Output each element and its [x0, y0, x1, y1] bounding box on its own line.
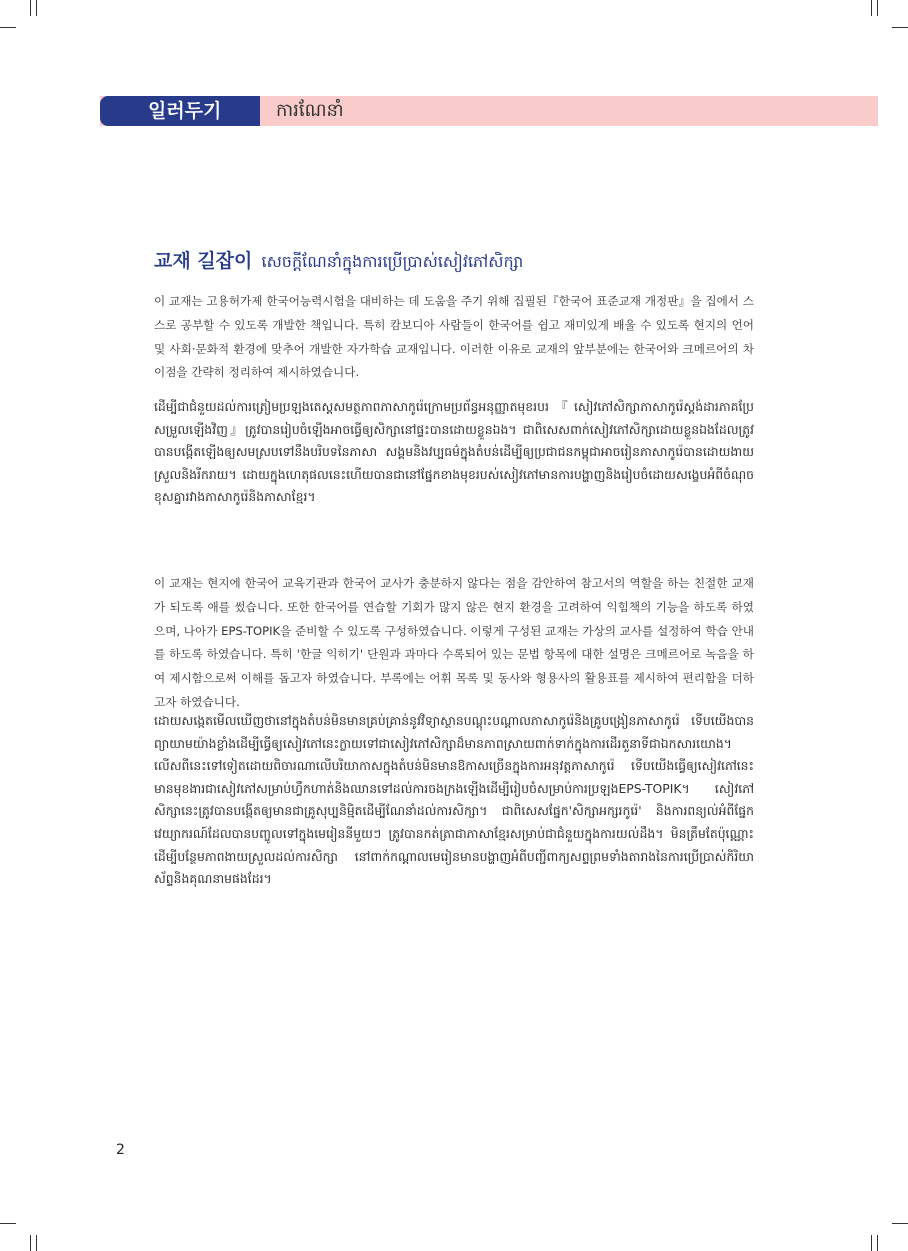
- crop-mark: [30, 1235, 31, 1251]
- header-subtitle: ការណែនាំ: [276, 100, 344, 121]
- section-title-korean: 교재 길잡이: [154, 250, 253, 272]
- paragraph-korean-2: 이 교재는 현지에 한국어 교육기관과 한국어 교사가 충분하지 않다는 점을 감안하여 참고서의 역할을 하는 친절한 교재가 되도록 애를 썼습니다. 또한 한국어를 연습할 기회가 많지 않은 현지 환경을 고려하여 익힘책의 기능을 하도록 하였으며, 나아가 EPS-TOPIK을 준비할 수 있도록 구성하였습니다. 이렇게 구성된 교재는 가상의 교사를 설정하여 학습 안내를 하도록 하였습니다. 특히 '한글 익히기' 단원과 과마다 수록되어 있는 문법 항목에 대한 설명은 크메르어로 녹음을 하여 제시함으로써 이해를 돕고자 하였습니다. 부록에는 어휘 목록 및 동사와 형용사의 활용표를 제시하여 편리함을 더하고자 하였습니다.: [154, 576, 754, 709]
- paragraph-khmer-1: ដើម្បីជាជំនួយដល់ការត្រៀមប្រឡងតេស្តសមត្ថភាពភាសាកូរ៉េក្រោមប្រព័ន្ធអនុញ្ញាតមុខរបរ『សៀវភៅសិក្សាភាសាកូរ៉េស្តង់ដារភាគប្រែសម្រួលឡើងវិញ』ត្រូវបានរៀបចំឡើងអាចធ្វើឲ្យសិក្សានៅផ្ទះបានដោយខ្លួនឯង។ ជាពិសេសពាក់សៀវភៅសិក្សាដោយខ្លួនឯងដែលត្រូវបានបង្កើតឡើងឲ្យសមស្របទៅនឹងបរិបទនៃភាសា សង្គមនិងវប្បធម៌ក្នុងតំបន់ដើម្បីឲ្យប្រជាជនកម្ពុជាអាចរៀនភាសាកូរ៉េបានដោយងាយស្រួលនិងរីករាយ។ ដោយក្នុងហេតុផលនេះហើយបានជានៅផ្នែកខាងមុខរបស់សៀវភៅមានការបង្ហាញនិងរៀបចំដោយសង្ខេបអំពីចំណុចខុសគ្នារវាងភាសាកូរ៉េនិងភាសាខ្មែរ។: [154, 399, 754, 505]
- crop-mark: [30, 0, 31, 16]
- paragraph-khmer-2: ដោយសង្កេតមើលឃើញថានៅក្នុងតំបន់មិនមានគ្រប់គ្រាន់នូវវិទ្យាស្ថានបណ្តុះបណ្តាលភាសាកូរ៉េនិងគ្រូបង្រៀនភាសាកូរ៉េ ទើបយើងបានព្យាយាមយ៉ាងខ្លាំងដើម្បីធ្វើឲ្យសៀវភៅនេះក្លាយទៅជាសៀវភៅសិក្សាដ៏មានភាពស្រាយពាក់ទាក់ក្នុងការដើរតួនាទីជាឯកសារយោង។ លើសពីនេះទៅទៀតដោយពិចារណាលើបរិយាកាសក្នុងតំបន់មិនមានឱកាសច្រើនក្នុងការអនុវត្តភាសាកូរ៉េ ទើបយើងធ្វើឲ្យសៀវភៅនេះមានមុខងារជាសៀវភៅសម្រាប់ហ្វឹកហាត់និងឈានទៅដល់ការចងក្រងឡើងដើម្បីរៀបចំសម្រាប់ការប្រឡងEPS-TOPIK។ សៀវភៅសិក្សានេះត្រូវបានបង្កើតឲ្យមានជាគ្រូសុប្បនិម្មិតដើម្បីណែនាំដល់ការសិក្សា។ ជាពិសេសផ្នែក'សិក្សាអក្សរកូរ៉េ' និងការពន្យល់អំពីផ្នែកវេយ្យាករណ៍ដែលបានបញ្ចូលទៅក្នុងមេរៀននីមួយៗ ត្រូវបានកត់ត្រាជាភាសាខ្មែរសម្រាប់ជាជំនួយក្នុងការយល់ដឹង។ មិនត្រឹមតែប៉ុណ្ណោះ ដើម្បីបន្ថែមភាពងាយស្រួលដល់ការសិក្សា នៅពាក់កណ្តាលមេរៀនមានបង្ហាញអំពីបញ្ជីពាក្យសព្ទព្រមទាំងតារាងនៃការប្រើប្រាស់កិរិយាស័ព្ទនិងគុណនាមផងដែរ។: [154, 713, 754, 887]
- paragraph-korean-1: 이 교재는 고용허가제 한국어능력시험을 대비하는 데 도움을 주기 위해 집필된『한국어 표준교재 개정판』을 집에서 스스로 공부할 수 있도록 개발한 책입니다. 특히 캄보디아 사람들이 한국어를 쉽고 재미있게 배울 수 있도록 현지의 언어 및 사회·문화적 환경에 맞추어 개발한 자가학습 교재입니다. 이러한 이유로 교재의 앞부분에는 한국어와 크메르어의 차이점을 간략히 정리하여 제시하였습니다.: [154, 294, 754, 380]
- section-title-khmer: សេចក្ដីណែនាំក្នុងការប្រើប្រាស់សៀវភៅសិក្សា: [261, 252, 524, 271]
- crop-mark: [36, 0, 37, 16]
- section-title: [154, 246, 523, 275]
- crop-mark: [36, 1235, 37, 1251]
- crop-mark: [892, 1223, 908, 1224]
- page-number: 2: [116, 1142, 125, 1158]
- crop-mark: [0, 27, 16, 28]
- crop-mark: [871, 1235, 872, 1251]
- crop-mark: [892, 27, 908, 28]
- crop-mark: [0, 1223, 16, 1224]
- crop-mark: [877, 0, 878, 16]
- crop-mark: [877, 1235, 878, 1251]
- header-tab-label: 일러두기: [148, 100, 222, 122]
- crop-mark: [871, 0, 872, 16]
